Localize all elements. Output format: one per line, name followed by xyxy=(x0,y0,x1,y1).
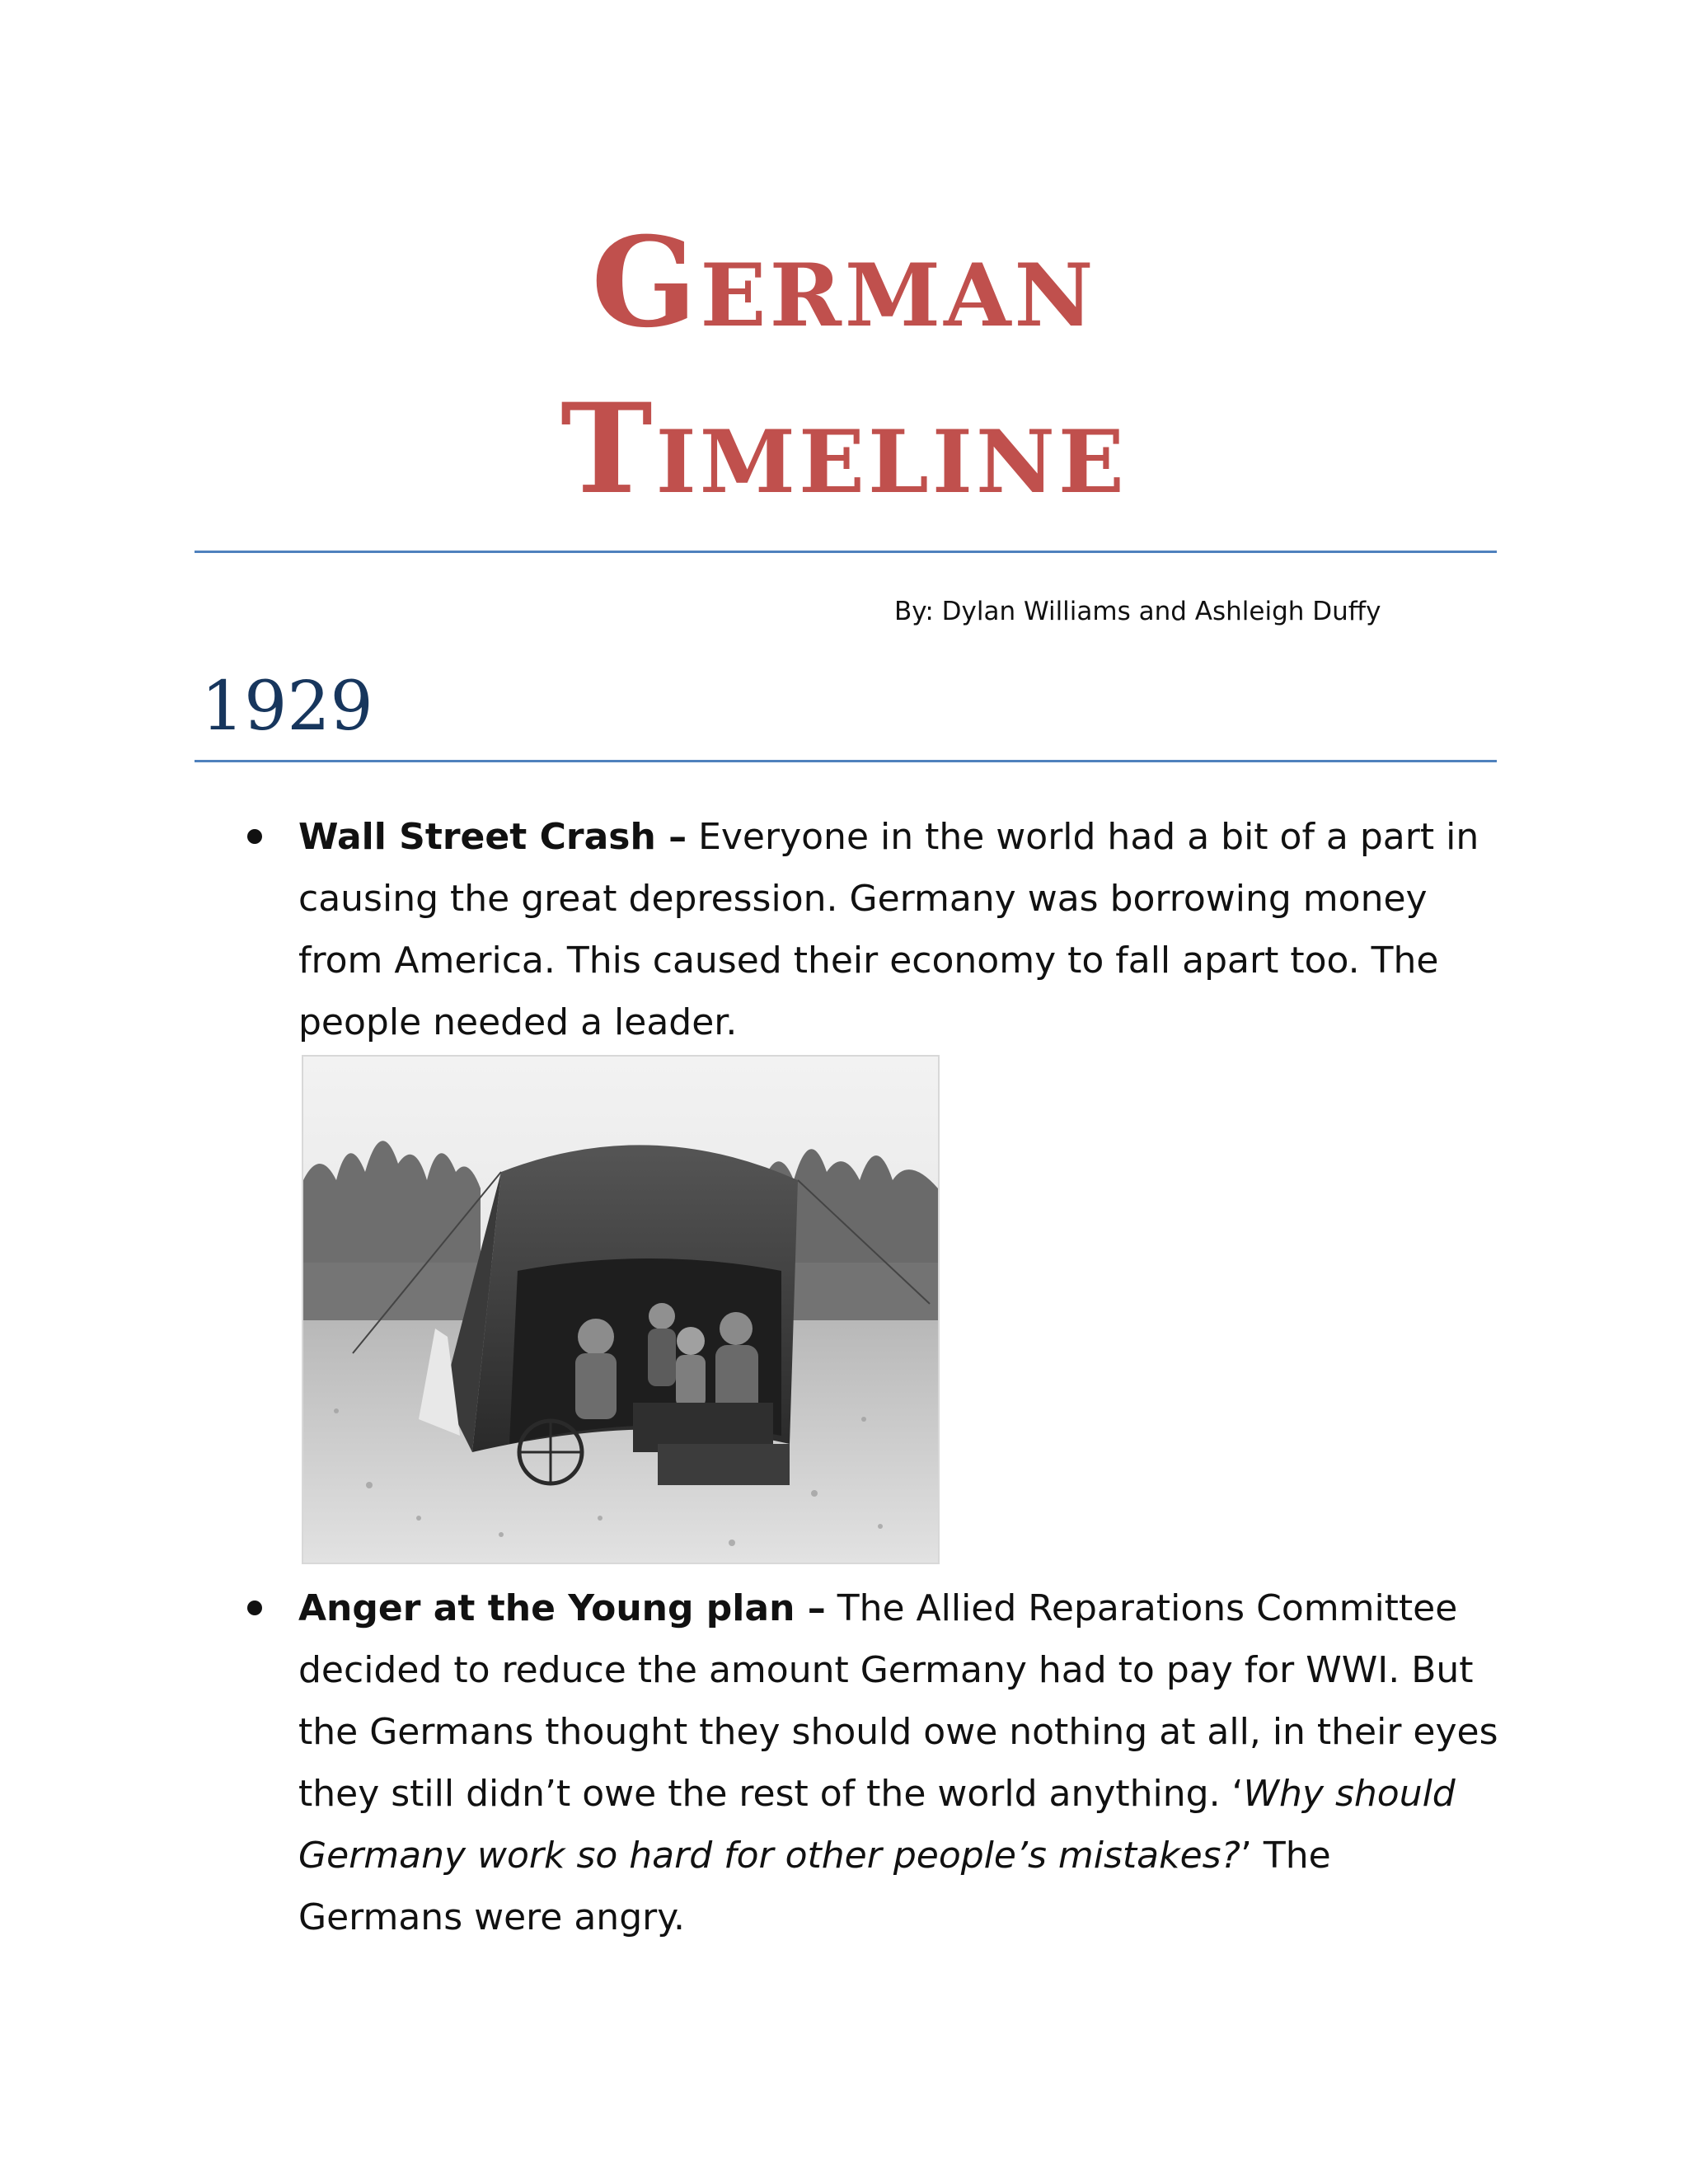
entry-heading: Anger at the Young plan – xyxy=(298,1587,826,1629)
title-line-1: German xyxy=(591,210,1097,355)
entry-young-plan xyxy=(298,1577,1502,1948)
byline: By: Dylan Williams and Ashleigh Duffy xyxy=(894,597,1381,626)
bullet-dot xyxy=(247,829,262,844)
bullet-dot xyxy=(247,1601,262,1615)
depression-family-photo xyxy=(302,1055,940,1564)
title-divider xyxy=(195,551,1497,553)
entry-heading: Wall Street Crash – xyxy=(298,816,687,858)
title-line-2: Timeline xyxy=(560,377,1128,522)
entry-text: Everyone in the world had a bit of a part in causing the great depression. Germany was borrowing money from America. This caused their economy to fall apart too. The people needed a leader. xyxy=(298,816,1479,1043)
year-divider xyxy=(195,760,1497,762)
entry-wall-street-crash xyxy=(298,806,1502,1053)
entry-text: The Allied Reparations Committee decided to reduce the amount Germany had to pay for WWI. But the Germans thought they should owe nothing at all, in their eyes they still didn’t owe the rest of the world anything. ‘ xyxy=(298,1587,1498,1815)
entry-quote: Why should Germany work so hard for other people’s mistakes? xyxy=(298,1773,1456,1877)
section-year-heading: 1929 xyxy=(201,668,373,746)
photo-illustration xyxy=(303,1057,938,1563)
entry-text-end: ’ The Germans were angry. xyxy=(298,1835,1331,1938)
